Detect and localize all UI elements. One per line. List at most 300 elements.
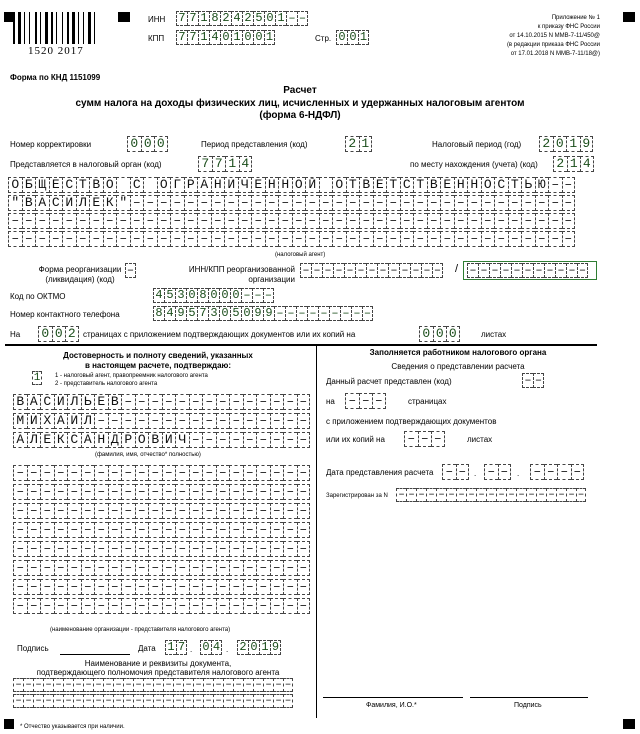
char-cell: В	[22, 195, 36, 211]
char-cell: –	[256, 541, 270, 557]
char-cell: –	[27, 579, 41, 595]
char-cell: –	[256, 394, 270, 410]
char-cell: –	[536, 488, 546, 502]
char-cell: С	[40, 394, 54, 410]
barcode-bar	[40, 12, 41, 44]
char-cell: –	[297, 541, 311, 557]
char-cell: 0	[141, 136, 155, 152]
char-cell: –	[133, 694, 143, 708]
char-cell: 4	[580, 156, 594, 172]
char-cell: –	[340, 306, 351, 321]
char-cell: –	[498, 464, 512, 480]
char-cell: –	[283, 413, 297, 429]
char-cell: –	[216, 394, 230, 410]
barcode-bar	[45, 12, 48, 44]
char-cell: –	[243, 541, 257, 557]
fio-signature-line[interactable]	[323, 697, 463, 698]
char-cell: –	[157, 213, 171, 229]
char-cell: –	[229, 394, 243, 410]
char-cell: –	[202, 413, 216, 429]
char-cell: А	[27, 394, 41, 410]
org-name-row-3[interactable]	[8, 213, 575, 229]
char-cell: –	[270, 522, 284, 538]
char-cell: 1	[359, 136, 373, 152]
char-cell: Б	[22, 177, 36, 193]
char-cell: 0	[220, 30, 231, 45]
char-cell: –	[213, 694, 223, 708]
char-cell: –	[121, 503, 135, 519]
char-cell: –	[413, 195, 427, 211]
org-rep-row[interactable]	[13, 522, 310, 538]
submission-year-field[interactable]	[530, 464, 584, 480]
char-cell: –	[216, 432, 230, 448]
char-cell: –	[135, 541, 149, 557]
org-name-row-4[interactable]	[8, 231, 575, 247]
char-cell: –	[300, 263, 311, 278]
correction-field[interactable]	[127, 136, 168, 152]
char-cell: –	[521, 213, 535, 229]
char-cell: –	[297, 560, 311, 576]
char-cell: –	[81, 541, 95, 557]
char-cell: –	[223, 694, 233, 708]
kpp-field[interactable]	[176, 30, 275, 45]
char-cell: Х	[40, 413, 54, 429]
char-cell: 0	[248, 640, 259, 655]
char-cell: –	[148, 579, 162, 595]
char-cell: –	[253, 678, 263, 692]
char-cell: Г	[170, 177, 184, 193]
char-cell: –	[163, 678, 173, 692]
char-cell: –	[193, 694, 203, 708]
char-cell: –	[8, 231, 22, 247]
char-cell: 1	[275, 11, 286, 26]
reorg-inn-field[interactable]	[300, 263, 443, 278]
char-cell: –	[148, 413, 162, 429]
char-cell: –	[366, 263, 377, 278]
char-cell: –	[216, 465, 230, 481]
char-cell: –	[103, 213, 117, 229]
char-cell: –	[526, 488, 536, 502]
char-cell: –	[133, 678, 143, 692]
signature-line[interactable]	[60, 654, 130, 655]
char-cell: –	[278, 231, 292, 247]
char-cell: –	[466, 488, 476, 502]
char-cell: –	[426, 488, 436, 502]
char-cell: –	[486, 488, 496, 502]
char-cell: –	[454, 213, 468, 229]
char-cell: –	[577, 489, 585, 501]
char-cell: –	[243, 598, 257, 614]
oktmo-field[interactable]	[153, 288, 274, 303]
form-code: Форма по КНД 1151099	[10, 73, 101, 82]
char-cell: –	[23, 678, 33, 692]
char-cell: А	[54, 413, 68, 429]
char-cell: –	[13, 579, 27, 595]
char-cell: 9	[580, 136, 594, 152]
char-cell: –	[67, 560, 81, 576]
char-cell: –	[238, 195, 252, 211]
char-cell: Т	[386, 177, 400, 193]
char-cell: 0	[446, 326, 460, 342]
org-rep-row[interactable]	[13, 579, 310, 595]
char-cell: –	[263, 694, 273, 708]
tax-authority-field[interactable]	[198, 156, 252, 172]
char-cell: –	[162, 522, 176, 538]
char-cell: С	[62, 177, 76, 193]
char-cell: –	[162, 541, 176, 557]
char-cell: –	[373, 195, 387, 211]
barcode-bar	[58, 12, 61, 44]
char-cell: –	[94, 484, 108, 500]
doc-row[interactable]	[13, 694, 293, 708]
char-cell: –	[175, 598, 189, 614]
char-cell: –	[35, 213, 49, 229]
barcode-bar	[38, 12, 39, 44]
char-cell: –	[40, 598, 54, 614]
char-cell: –	[162, 503, 176, 519]
char-cell: –	[162, 465, 176, 481]
barcode-bar	[18, 12, 21, 44]
char-cell: –	[13, 522, 27, 538]
char-cell: Ь	[81, 394, 95, 410]
reorg-form-label-2: (ликвидация) (код)	[45, 275, 115, 284]
char-cell: 1	[231, 30, 242, 45]
org-name-row-2[interactable]	[8, 195, 575, 211]
char-cell	[319, 177, 333, 193]
char-cell: –	[175, 579, 189, 595]
right-signature-line[interactable]	[470, 697, 588, 698]
char-cell: –	[238, 213, 252, 229]
char-cell: 5	[230, 306, 241, 321]
char-cell: 0	[127, 136, 141, 152]
date-day-field[interactable]	[165, 640, 187, 655]
name-field[interactable]	[13, 413, 310, 429]
char-cell: –	[54, 579, 68, 595]
char-cell: –	[548, 213, 562, 229]
char-cell: –	[13, 694, 23, 708]
submission-day-field[interactable]	[442, 464, 469, 480]
char-cell: –	[284, 695, 292, 707]
char-cell: –	[265, 195, 279, 211]
char-cell: –	[511, 263, 522, 278]
char-cell: –	[157, 231, 171, 247]
char-cell: –	[359, 393, 373, 409]
char-cell: 0	[186, 288, 197, 303]
char-cell: –	[478, 263, 489, 278]
inn-field[interactable]	[176, 11, 308, 26]
char-cell: –	[508, 195, 522, 211]
char-cell: –	[440, 213, 454, 229]
registered-number-field[interactable]	[396, 488, 586, 502]
char-cell: –	[123, 694, 133, 708]
reorg-kpp-field[interactable]	[467, 263, 588, 278]
char-cell: –	[238, 231, 252, 247]
char-cell: –	[175, 465, 189, 481]
date-year-field[interactable]	[237, 640, 281, 655]
char-cell: –	[562, 195, 576, 211]
char-cell: –	[571, 464, 585, 480]
char-cell: –	[143, 195, 157, 211]
left-heading-2: в настоящем расчете, подтверждаю:	[84, 361, 232, 370]
char-cell: –	[283, 484, 297, 500]
char-cell: –	[243, 560, 257, 576]
left-heading-1: Достоверность и полноту сведений, указанных	[63, 351, 253, 360]
char-cell: –	[216, 413, 230, 429]
char-cell: Е	[49, 177, 63, 193]
char-cell: –	[548, 195, 562, 211]
char-cell: Р	[121, 432, 135, 448]
char-cell: –	[521, 231, 535, 247]
char-cell: –	[27, 598, 41, 614]
char-cell: И	[224, 177, 238, 193]
char-cell: –	[54, 484, 68, 500]
char-cell: –	[40, 541, 54, 557]
signature-label: Подпись	[17, 644, 49, 653]
barcode-bar	[94, 12, 95, 44]
date-dot-2: .	[226, 645, 229, 654]
char-cell: –	[252, 288, 263, 303]
char-cell: –	[386, 213, 400, 229]
char-cell: –	[229, 560, 243, 576]
char-cell: –	[332, 213, 346, 229]
char-cell: Ч	[238, 177, 252, 193]
char-cell: 9	[175, 306, 186, 321]
char-cell: Ь	[521, 177, 535, 193]
char-cell: –	[418, 431, 432, 447]
char-cell: В	[108, 394, 122, 410]
role-field[interactable]	[32, 371, 42, 385]
char-cell: –	[562, 213, 576, 229]
char-cell: 0	[52, 326, 66, 342]
char-cell: –	[148, 484, 162, 500]
char-cell: –	[67, 541, 81, 557]
doc-row[interactable]	[13, 678, 293, 692]
char-cell: –	[544, 263, 555, 278]
char-cell: –	[533, 263, 544, 278]
phone-field[interactable]	[153, 306, 373, 321]
char-cell: –	[233, 694, 243, 708]
char-cell: –	[202, 579, 216, 595]
char-cell: –	[298, 11, 307, 25]
char-cell: –	[83, 678, 93, 692]
char-cell: –	[89, 213, 103, 229]
reorg-inn-label-1: ИНН/КПП реорганизованной	[188, 265, 295, 274]
char-cell: –	[121, 484, 135, 500]
char-cell: –	[318, 306, 329, 321]
char-cell: –	[135, 579, 149, 595]
char-cell: –	[189, 560, 203, 576]
char-cell: –	[243, 394, 257, 410]
char-cell: –	[372, 393, 386, 409]
char-cell: –	[81, 522, 95, 538]
patronymic-field[interactable]	[13, 432, 310, 448]
char-cell: –	[202, 432, 216, 448]
barcode-bar	[22, 12, 23, 44]
char-cell: –	[27, 465, 41, 481]
reorg-form-field[interactable]	[125, 263, 136, 278]
oktmo-label: Код по ОКТМО	[10, 292, 66, 301]
char-cell: –	[54, 503, 68, 519]
char-cell: –	[440, 231, 454, 247]
char-cell: –	[578, 263, 587, 277]
barcode-bar	[35, 12, 37, 44]
char-cell: –	[406, 488, 416, 502]
char-cell: –	[27, 560, 41, 576]
char-cell: Т	[413, 177, 427, 193]
char-cell: Н	[467, 177, 481, 193]
char-cell: –	[522, 263, 533, 278]
org-rep-row[interactable]	[13, 465, 310, 481]
char-cell: В	[359, 177, 373, 193]
char-cell: "	[8, 195, 22, 211]
char-cell: –	[40, 503, 54, 519]
char-cell: 0	[347, 30, 358, 45]
char-cell: –	[121, 522, 135, 538]
char-cell: –	[359, 195, 373, 211]
org-name-row-1[interactable]	[8, 177, 575, 193]
char-cell: –	[292, 213, 306, 229]
char-cell: –	[108, 560, 122, 576]
char-cell: О	[103, 177, 117, 193]
char-cell: –	[322, 263, 333, 278]
char-cell: –	[557, 464, 571, 480]
char-cell: "	[116, 195, 130, 211]
char-cell: –	[202, 560, 216, 576]
char-cell: И	[67, 413, 81, 429]
char-cell: Е	[440, 177, 454, 193]
char-cell: –	[197, 231, 211, 247]
char-cell: –	[67, 579, 81, 595]
char-cell: –	[113, 694, 123, 708]
appendix-line: Приложение № 1	[551, 15, 600, 21]
char-cell: –	[216, 522, 230, 538]
char-cell: –	[521, 195, 535, 211]
pages-field[interactable]	[38, 326, 79, 342]
org-rep-row[interactable]	[13, 560, 310, 576]
section-divider	[5, 344, 597, 346]
submitted-pages-field[interactable]	[345, 393, 386, 409]
char-cell: –	[562, 177, 576, 193]
char-cell: –	[211, 213, 225, 229]
char-cell: –	[481, 213, 495, 229]
inn-label: ИНН	[148, 15, 166, 24]
submission-month-field[interactable]	[484, 464, 511, 480]
with-docs-label: с приложением подтверждающих документов	[326, 417, 497, 426]
char-cell: –	[481, 195, 495, 211]
tax-period-field[interactable]	[539, 136, 593, 152]
barcode-bar	[85, 12, 87, 44]
char-cell: –	[135, 394, 149, 410]
char-cell: –	[355, 263, 366, 278]
org-rep-row[interactable]	[13, 598, 310, 614]
char-cell: –	[278, 213, 292, 229]
barcode-bar	[96, 12, 98, 44]
barcode-bar	[13, 12, 15, 44]
char-cell: –	[81, 579, 95, 595]
char-cell: –	[116, 213, 130, 229]
char-cell: 0	[433, 326, 447, 342]
copies-sheets-field[interactable]	[404, 431, 445, 447]
char-cell: –	[494, 213, 508, 229]
char-cell: –	[203, 694, 213, 708]
char-cell: –	[548, 231, 562, 247]
char-cell: –	[130, 231, 144, 247]
barcode-bar	[26, 12, 28, 44]
pages-docs-field[interactable]	[419, 326, 460, 342]
corner-marker-top-right	[623, 12, 635, 22]
char-cell: –	[202, 541, 216, 557]
char-cell: –	[467, 263, 478, 278]
char-cell: –	[108, 413, 122, 429]
char-cell: –	[297, 465, 311, 481]
char-cell: –	[229, 503, 243, 519]
char-cell: –	[13, 465, 27, 481]
char-cell: 0	[200, 640, 211, 655]
location-field[interactable]	[553, 156, 594, 172]
org-rep-row[interactable]	[13, 503, 310, 519]
char-cell: –	[22, 231, 36, 247]
barcode-bar	[31, 12, 34, 44]
char-cell: –	[94, 503, 108, 519]
char-cell: –	[270, 560, 284, 576]
char-cell: 5	[164, 288, 175, 303]
char-cell: –	[94, 579, 108, 595]
char-cell: –	[216, 579, 230, 595]
org-rep-row[interactable]	[13, 541, 310, 557]
page-field[interactable]	[336, 30, 369, 45]
char-cell: –	[54, 541, 68, 557]
char-cell: –	[243, 678, 253, 692]
char-cell: 5	[253, 11, 264, 26]
char-cell: –	[189, 465, 203, 481]
surname-field[interactable]	[13, 394, 310, 410]
char-cell: –	[305, 213, 319, 229]
char-cell: 5	[186, 306, 197, 321]
doc-heading-1: Наименование и реквизиты документа,	[84, 659, 232, 668]
char-cell: –	[35, 231, 49, 247]
char-cell: –	[93, 678, 103, 692]
barcode-bar	[62, 12, 63, 44]
date-month-field[interactable]	[200, 640, 222, 655]
char-cell: –	[148, 394, 162, 410]
tax-agent-caption: (налоговый агент)	[275, 252, 326, 258]
submitted-field[interactable]	[522, 373, 544, 388]
char-cell: 1	[359, 30, 368, 44]
char-cell: И	[27, 413, 41, 429]
char-cell: –	[544, 464, 558, 480]
char-cell: 2	[242, 11, 253, 26]
char-cell: –	[8, 213, 22, 229]
char-cell: –	[13, 484, 27, 500]
char-cell: –	[81, 503, 95, 519]
char-cell: –	[454, 195, 468, 211]
char-cell: –	[89, 231, 103, 247]
sheets-label-right: листах	[467, 435, 493, 444]
char-cell: –	[189, 579, 203, 595]
char-cell: –	[311, 263, 322, 278]
char-cell: –	[297, 413, 311, 429]
char-cell: –	[484, 464, 498, 480]
role-option-1: 1 - налоговый агент, правопреемник налогового агента	[55, 373, 208, 379]
char-cell: –	[436, 488, 446, 502]
char-cell: –	[319, 195, 333, 211]
char-cell: Т	[76, 177, 90, 193]
org-rep-row[interactable]	[13, 484, 310, 500]
period-field[interactable]	[345, 136, 372, 152]
char-cell: –	[202, 522, 216, 538]
char-cell: 8	[197, 288, 208, 303]
char-cell: –	[229, 484, 243, 500]
